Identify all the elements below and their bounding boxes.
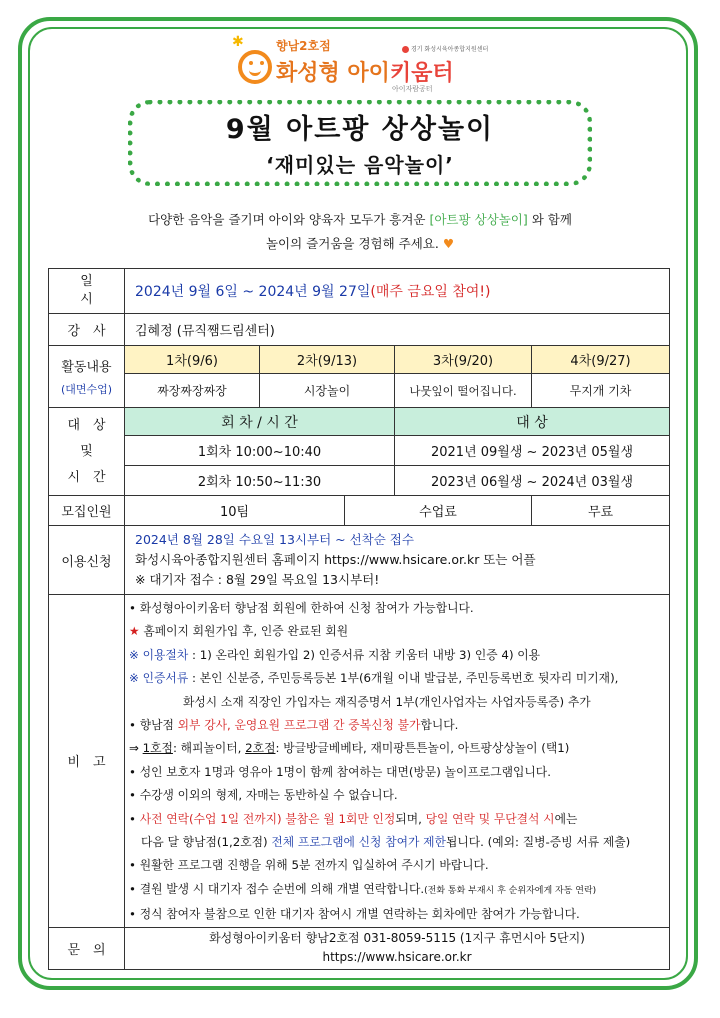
note-item: • 성인 보호자 1명과 영유아 1명이 함께 참여하는 대면(방문) 놀이프로그램입니다. <box>129 764 551 779</box>
logo-name: 화성형 아이키움터 <box>276 61 454 86</box>
org-logo-icon <box>402 46 409 53</box>
star-icon: ★ <box>129 624 140 639</box>
note-item: ★ 홈페이지 회원가입 후, 인증 완료된 회원 <box>129 624 349 639</box>
note-item: ※ 이용절차 : 1) 온라인 회원가입 2) 인증서류 지참 키움터 내방 3) 인증 4) 이용 <box>129 647 541 662</box>
contact-website[interactable]: https://www.hsicare.or.kr <box>322 950 472 965</box>
contact-phone: 화성형아이키움터 향남2호점 031-8059-5115 (1지구 휴먼시아 5단지) <box>209 931 585 946</box>
teacher-value: 김혜정 (뮤직쨈드림센터) <box>125 314 670 346</box>
notes <box>125 595 670 928</box>
heart-icon: ♥ <box>442 236 455 251</box>
fee-label: 수업료 <box>345 496 532 526</box>
logo-sub: 아이자람공터 <box>392 85 433 93</box>
session-title: 짜장짜장짜장 <box>125 374 260 408</box>
star-icon: ✱ <box>232 34 244 50</box>
contact-label: 문 의 <box>49 927 125 969</box>
recruit-value: 10팀 <box>125 496 345 526</box>
org-logo: 경기 화성시육아종합지원센터 <box>402 44 488 53</box>
date-value: 2024년 9월 6일 ~ 2024년 9월 27일(매주 금요일 참여!) <box>125 269 670 314</box>
activity-label: 활동내용 (대면수업) <box>49 346 125 408</box>
teacher-label: 강 사 <box>49 314 125 346</box>
apply-website[interactable]: 화성시육아종합지원센터 홈페이지 https://www.hsicare.or.kr 또는 어플 <box>135 552 536 567</box>
note-item: • 결원 발생 시 대기자 접수 순번에 의해 개별 연락합니다.(전화 통화 부재시 후 순위자에게 자동 연락) <box>129 881 597 896</box>
note-item: ※ 인증서류 : 본인 신분증, 주민등록등본 1부(6개월 이내 발급분, 주민등록번호 뒷자리 미기재), <box>129 671 619 686</box>
note-item: 다음 달 향남점(1,2호점) 전체 프로그램에 신청 참여가 제한됩니다. (예외: 질병-증빙 서류 제출) <box>141 835 631 850</box>
intro-line-2: 놀이의 즐거움을 경험해 주세요. ♥ <box>265 236 455 251</box>
notes-label: 비 고 <box>49 595 125 928</box>
intro-line-1: 다양한 음악을 즐기며 아이와 양육자 모두가 흥겨운 [아트팡 상상놀이] 와 함께 <box>148 212 572 227</box>
contact-info <box>125 927 670 969</box>
time-slot: 1회차 10:00~10:40 <box>125 436 395 466</box>
logo <box>232 34 512 94</box>
time-header: 회 차 / 시 간 <box>125 408 395 436</box>
page-subtitle: ‘재미있는 음악놀이’ <box>266 153 454 177</box>
fee-value: 무료 <box>532 496 670 526</box>
apply-waitlist: ※ 대기자 접수 : 8월 29일 목요일 13시부터! <box>135 572 380 587</box>
target-age: 2023년 06월생 ~ 2024년 03월생 <box>395 466 670 496</box>
target-label: 대 상 및 시 간 <box>49 408 125 496</box>
note-item: 화성시 소재 직장인 가입자는 재직증명서 1부(개인사업자는 사업자등록증) 추가 <box>183 694 591 709</box>
session-title: 무지개 기차 <box>532 374 670 408</box>
date-label: 일 시 <box>49 269 125 314</box>
note-item: • 원활한 프로그램 진행을 위해 5분 전까지 입실하여 주시기 바랍니다. <box>129 858 489 873</box>
info-table <box>48 268 670 970</box>
note-item: • 정식 참여자 불참으로 인한 대기자 참여시 개별 연락하는 회차에만 참여가 가능합니다. <box>129 907 580 922</box>
smiley-face-icon <box>238 50 272 84</box>
logo-branch: 향남2호점 <box>276 39 331 53</box>
session-round: 2차(9/13) <box>260 346 395 374</box>
recruit-label: 모집인원 <box>49 496 125 526</box>
session-round: 4차(9/27) <box>532 346 670 374</box>
session-round: 3차(9/20) <box>395 346 532 374</box>
apply-label: 이용신청 <box>49 526 125 595</box>
note-item: • 수강생 이외의 형제, 자매는 동반하실 수 없습니다. <box>129 788 398 803</box>
page-title: 9월 아트팡 상상놀이 <box>225 114 495 145</box>
session-title: 시장놀이 <box>260 374 395 408</box>
note-item: ⇒ 1호점: 해피놀이터, 2호점: 방글방글베베타, 재미팡튼튼놀이, 아트팡상상놀이 (택1) <box>129 741 570 756</box>
note-item: • 사전 연락(수업 1일 전까지) 불참은 월 1회만 인정되며, 당일 연락 및 무단결석 시에는 <box>129 811 578 826</box>
session-title: 나뭇잎이 떨어집니다. <box>395 374 532 408</box>
session-round: 1차(9/6) <box>125 346 260 374</box>
note-item: • 화성형아이키움터 향남점 회원에 한하여 신청 참여가 가능합니다. <box>129 601 474 615</box>
target-age: 2021년 09월생 ~ 2023년 05월생 <box>395 436 670 466</box>
note-item: • 향남점 외부 강사, 운영요원 프로그램 간 중복신청 불가합니다. <box>129 718 459 733</box>
apply-info <box>125 526 670 595</box>
time-slot: 2회차 10:50~11:30 <box>125 466 395 496</box>
target-header: 대 상 <box>395 408 670 436</box>
apply-start: 2024년 8월 28일 수요일 13시부터 ~ 선착순 접수 <box>135 532 414 547</box>
